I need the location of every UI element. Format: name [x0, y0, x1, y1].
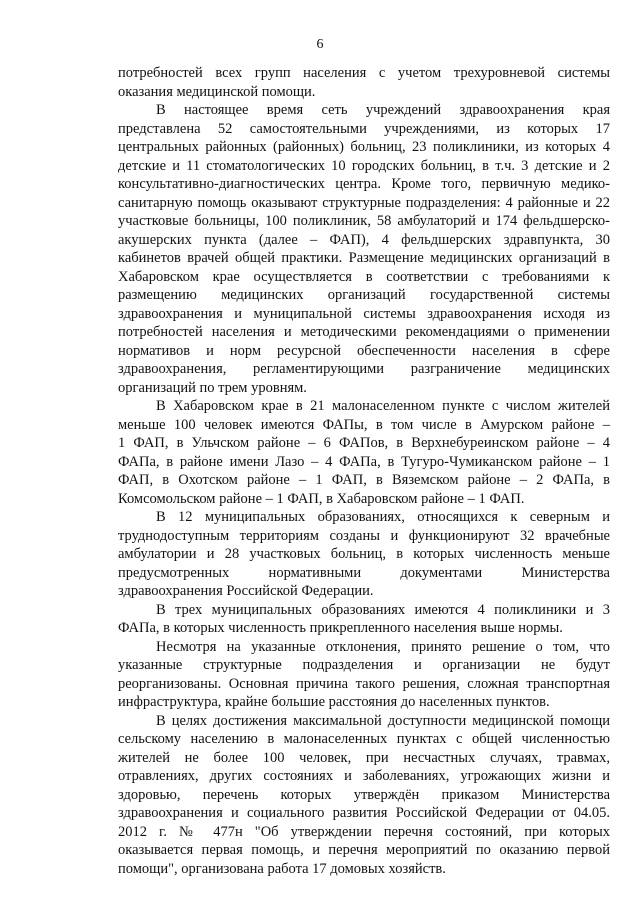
text-line: В настоящее время сеть учреждений здравоохранения края [156, 102, 610, 118]
text-line: здравоохранения и социального развития Российской Федерации от 04.05. [118, 805, 610, 821]
text-line: организаций по трем уровням. [118, 379, 307, 396]
text-line: сельскому населению в малонаселенных пунктах с общей численностью [118, 731, 610, 747]
text-line: Хабаровском крае осуществляется в соответствии с требованиями к [118, 268, 610, 285]
text-line: участковые больницы, 100 поликлиник, 58 амбулаторий и 174 фельдшерско- [118, 213, 610, 229]
paragraph [118, 601, 610, 638]
text-line: труднодоступным территориям созданы и функционируют 32 врачебные [118, 527, 610, 544]
text-line: меньше 100 человек имеются ФАПы, в том числе в Амурском районе – [118, 416, 610, 433]
text-line: консультативно-диагностических центра. Кроме того, первичную медико- [118, 176, 610, 192]
paragraph [118, 508, 610, 601]
page-number: 6 [316, 37, 324, 52]
document-body [118, 64, 610, 878]
paragraph [118, 101, 610, 397]
text-line: Комсомольском районе – 1 ФАП, в Хабаровском районе – 1 ФАП. [118, 490, 525, 507]
text-line: реорганизованы. Основная причина такого решения, сложная транспортная [118, 675, 610, 692]
text-line: В трех муниципальных образованиях имеются 4 поликлиники и 3 [156, 601, 610, 618]
text-line: ФАПа, в районе имени Лазо – 4 ФАПа, в Тугуро-Чумиканском районе – 1 [118, 453, 610, 470]
text-line: В 12 муниципальных образованиях, относящихся к северным и [156, 509, 610, 525]
text-line: помощи", организована работа 17 домовых хозяйств. [118, 860, 446, 877]
text-line: 2012 г. № 477н "Об утверждении перечня состояний, при которых [118, 823, 610, 840]
text-line: здравоохранения, регламентирующими разграничение медицинских [118, 361, 610, 377]
text-line: здравоохранения и муниципальной системы здравоохранения исходя из [118, 305, 610, 322]
text-line: представлена 52 самостоятельными учреждениями, из которых 17 [118, 120, 610, 137]
text-line: предусмотренных нормативными документами Министерства [118, 564, 610, 581]
text-line: размещению медицинских организаций государственной системы [118, 287, 610, 303]
paragraph [118, 712, 610, 879]
text-line: потребностей населения и методическими рекомендациями о применении [118, 324, 610, 340]
text-line: детские и 11 стоматологических 10 городских больниц, в т.ч. 3 детские и 2 [118, 157, 610, 174]
paragraph [118, 638, 610, 712]
text-line: инфраструктура, крайне большие расстояния до населенных пунктов. [118, 694, 550, 710]
text-line: потребностей всех групп населения с учетом трехуровневой системы [118, 65, 610, 81]
text-line: жителей не более 100 человек, при несчастных случаях, травмах, [118, 749, 610, 766]
text-line: санитарную помощь оказывают структурные подразделения: 4 районные и 22 [118, 194, 610, 211]
text-line: оказывается первая помощь, и перечня мероприятий по оказанию первой [118, 842, 610, 858]
text-line: амбулатории и 28 участковых больниц, в которых численность меньше [118, 546, 610, 562]
text-line: ФАП, в Охотском районе – 1 ФАП, в Вяземском районе – 2 ФАПа, в [118, 472, 610, 488]
text-line: 1 ФАП, в Ульчском районе – 6 ФАПов, в Верхнебуреинском районе – 4 [118, 435, 610, 451]
text-line: ФАПа, в которых численность прикрепленного населения выше нормы. [118, 620, 563, 636]
text-line: центральных районных (районных) больниц, 23 поликлиники, из которых 4 [118, 139, 610, 155]
text-line: Несмотря на указанные отклонения, принято решение о том, что [156, 638, 610, 655]
text-line: оказания медицинской помощи. [118, 83, 316, 100]
text-line: акушерских пункта (далее – ФАП), 4 фельдшерских здравпункта, 30 [118, 231, 610, 248]
text-line: нормативов и норм ресурсной обеспеченности населения в сфере [118, 342, 610, 359]
text-line: здравоохранения Российской Федерации. [118, 583, 374, 599]
text-line: В целях достижения максимальной доступности медицинской помощи [156, 712, 610, 729]
text-line: здоровью, перечень которых утверждён приказом Министерства [118, 786, 610, 803]
text-line: В Хабаровском крае в 21 малонаселенном пункте с числом жителей [156, 398, 610, 414]
paragraph [118, 397, 610, 508]
text-line: отравлениях, других состояниях и заболеваниях, угрожающих жизни и [118, 768, 610, 784]
text-line: указанные структурные подразделения и организации не будут [118, 657, 610, 673]
text-line: кабинетов врачей общей практики. Размещение медицинских организаций в [118, 250, 610, 266]
paragraph [118, 64, 610, 101]
